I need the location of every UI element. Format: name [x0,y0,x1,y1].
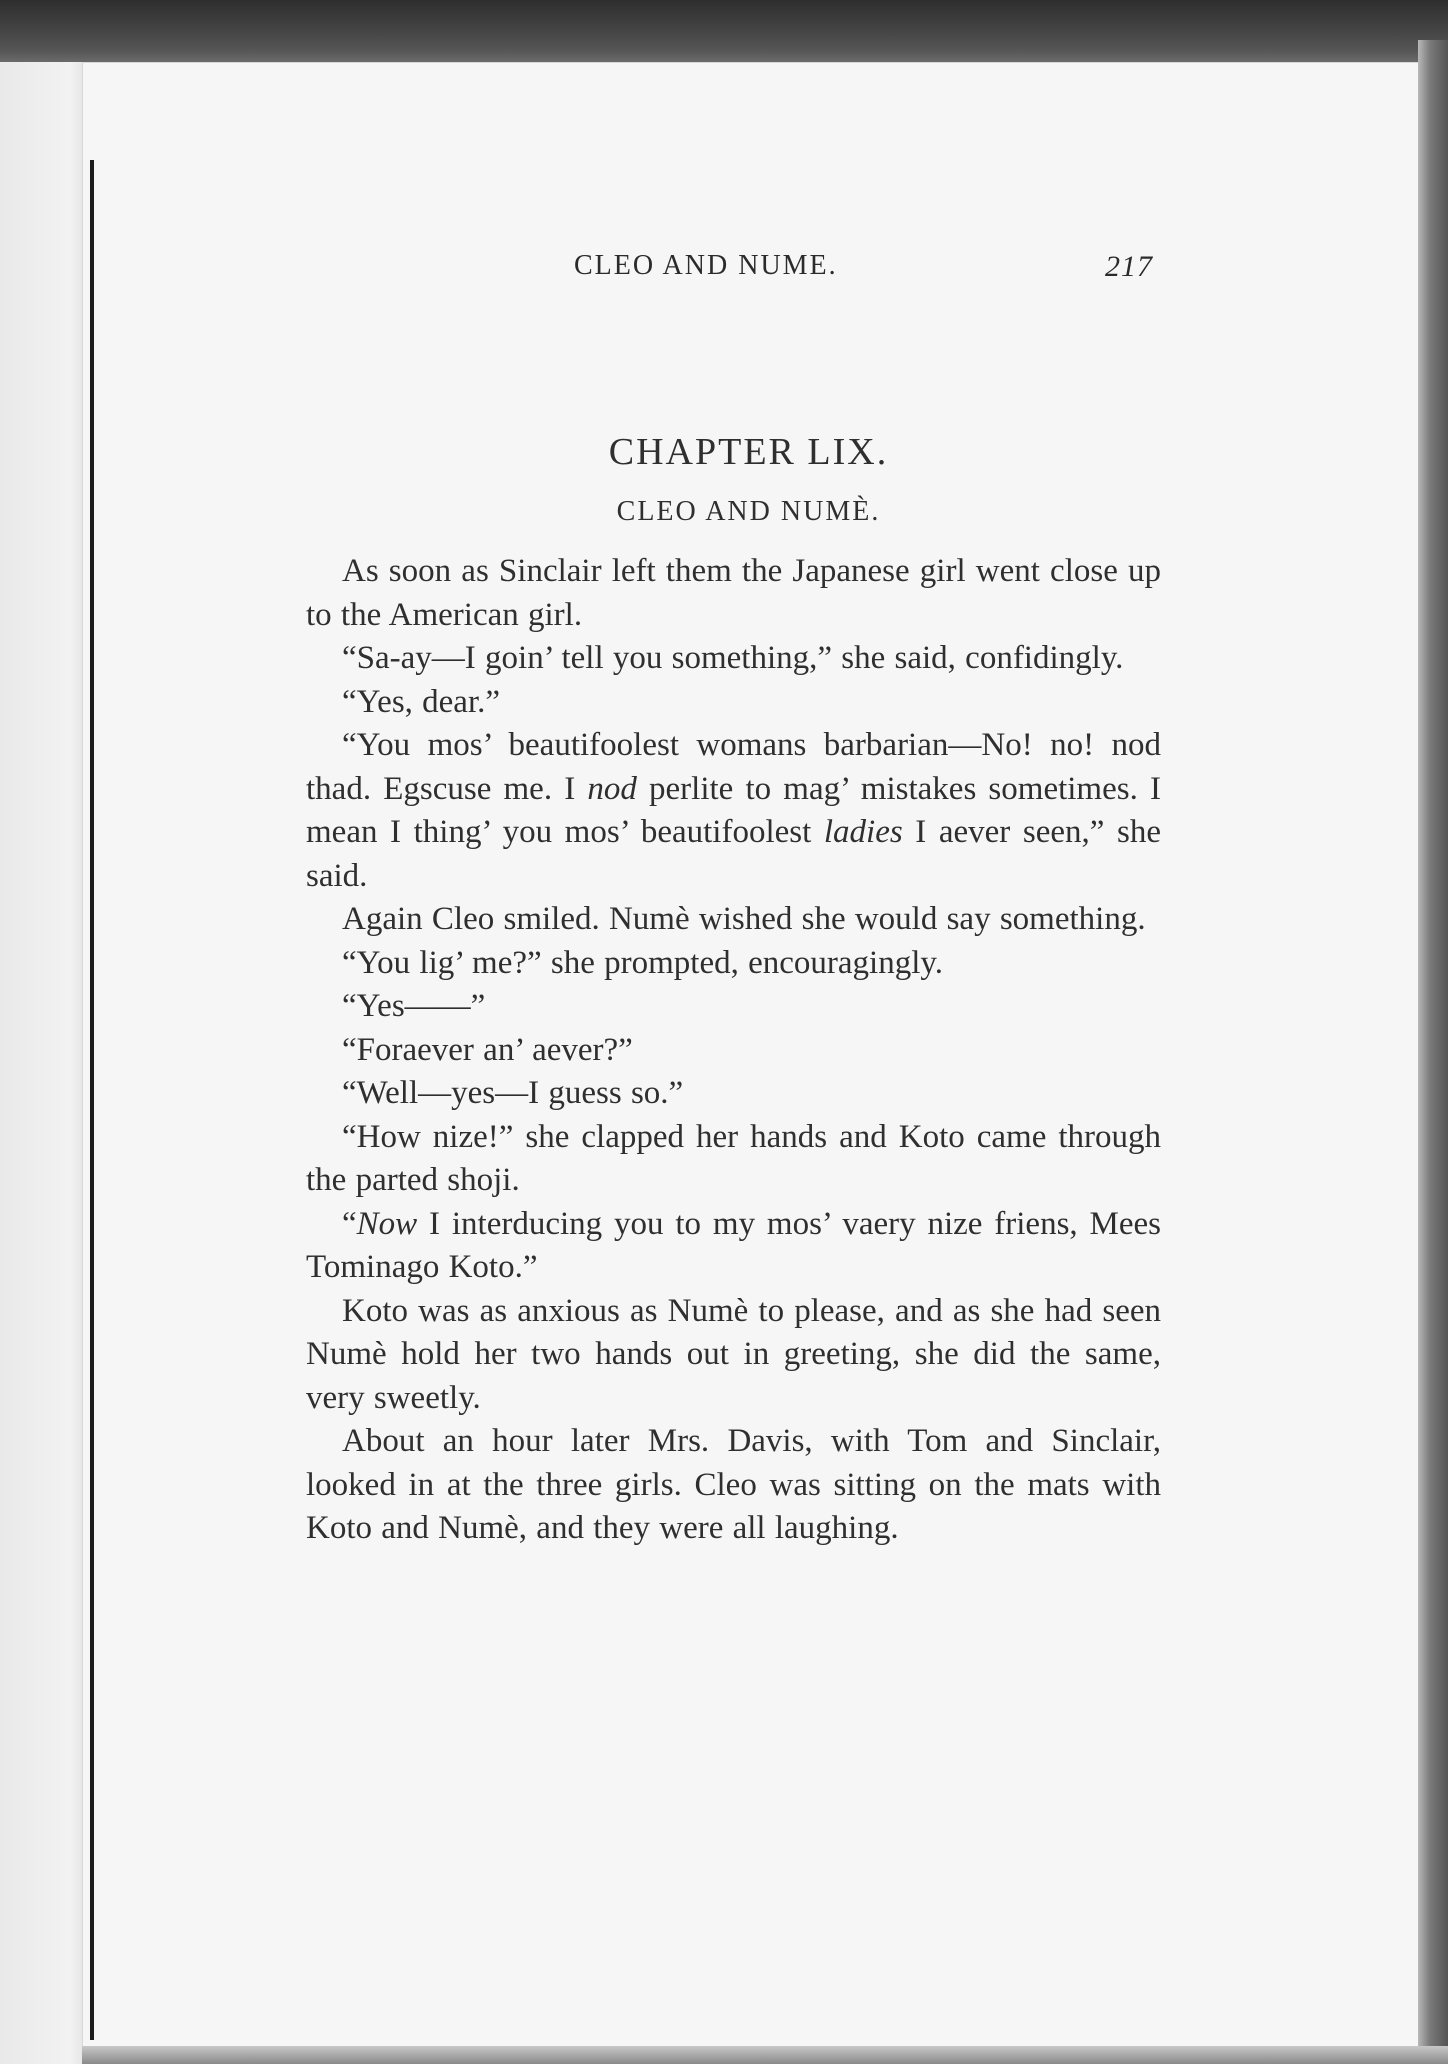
binding-gutter [0,62,90,2064]
paragraph: “You mos’ beautifoolest womans barbarian—No! no! nod thad. Egscuse me. I nod perlite to mag’ mistakes sometimes. I mean I thing’ you mos’ beautifoolest ladies I aever seen,” she said. [306,727,1162,894]
running-title: CLEO AND NUME. [574,250,838,281]
paragraph: “You lig’ me?” she prompted, encouragingly. [342,944,943,981]
paragraph: “Yes, dear.” [342,683,501,720]
paragraph: “Now I interducing you to my mos’ vaery nize friens, Mees Tominago Koto.” [306,1205,1161,1285]
paragraph: Koto was as anxious as Numè to please, and as she had seen Numè hold her two hands out in greeting, she did the same, very sweetly. [306,1292,1161,1416]
paragraph: About an hour later Mrs. Davis, with Tom and Sinclair, looked in at the three girls. Cleo was sitting on the mats with Koto and Numè, and they were all laughing. [306,1423,1161,1546]
paragraph: “Yes——” [342,988,486,1024]
paragraph: “How nize!” she clapped her hands and Koto came through the parted shoji. [306,1118,1161,1198]
text-block [306,430,1161,1551]
book-cover-edge-right [1418,40,1448,2064]
paragraph: “Sa-ay—I goin’ tell you something,” she said, confidingly. [342,640,1124,676]
paragraph: As soon as Sinclair left them the Japanese girl went close up to the American girl. [306,553,1161,633]
chapter-title: CLEO AND NUMÈ. [616,496,881,527]
binding-shadow-line [90,160,94,2040]
paragraph: Again Cleo smiled. Numè wished she would say something. [342,901,1146,937]
chapter-number: CHAPTER LIX. [608,431,889,473]
paragraph: “Foraever an’ aever?” [342,1031,633,1068]
page-number: 217 [1105,250,1153,283]
book-cover-edge-bottom [82,2046,1448,2064]
paragraph: “Well—yes—I guess so.” [342,1075,684,1111]
